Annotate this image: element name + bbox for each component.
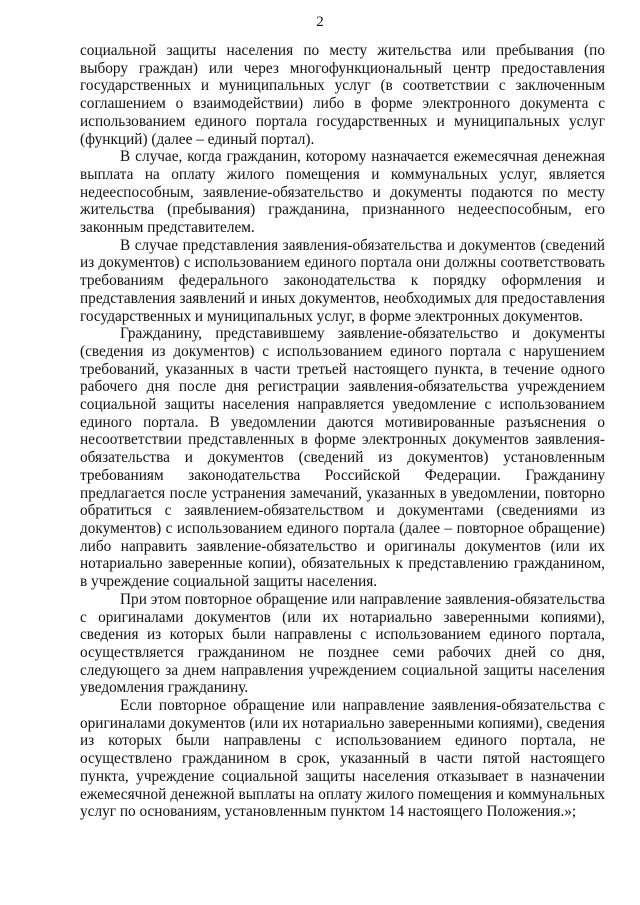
paragraph-refusal: Если повторное обращение или направление заявления-обязательства с оригиналами документов (или их нотариально заверенными копиями), сведения из которых были направлены с использованием единого портала, не осуществлено гражданином в срок, указанный в части пятой настоящего пункта, учреждение социальной защиты населения отказывает в назначении ежемесячной денежной выплаты на оплату жилого помещения и коммунальных услуг по основаниям, установленным пунктом 14 настоящего Положения.»;: [80, 697, 605, 821]
page-number: 2: [316, 14, 324, 30]
paragraph-repeat-application: При этом повторное обращение или направление заявления-обязательства с оригиналами документов (или их нотариально заверенными копиями), сведения из которых были направлены с использованием единого портала, осуществляется гражданином не позднее семи рабочих дней со дня, следующего за днем направления учреждением социальной защиты населения уведомления гражданину.: [80, 590, 605, 697]
paragraph-incapacitated-citizen: В случае, когда гражданин, которому назначается ежемесячная денежная выплата на оплату жилого помещения и коммунальных услуг, является недееспособным, заявление-обязательство и документы подаются по месту жительства (пребывания) гражданина, признанного недееспособным, его законным представителем.: [80, 148, 605, 237]
paragraph-notification: Гражданину, представившему заявление-обязательство и документы (сведения из документов) с использованием единого портала с нарушением требований, указанных в части третьей настоящего пункта, в течение одного рабочего дня после дня регистрации заявления-обязательства учреждением социальной защиты населения направляется уведомление с использованием единого портала. В уведомлении даются мотивированные разъяснения о несоответствии представленных в форме электронных документов заявления-обязательства и документов (сведений из документов) установленным требованиям законодательства Российской Федерации. Гражданину предлагается после устранения замечаний, указанных в уведомлении, повторно обратиться с заявлением-обязательством и документами (сведениями из документов) с использованием единого портала (далее – повторное обращение) либо направить заявление-обязательство и оригиналы документов (или их нотариально заверенные копии), обязательных к представлению гражданином, в учреждение социальной защиты населения.: [80, 325, 605, 591]
body-text: [80, 42, 605, 821]
paragraph-continuation: социальной защиты населения по месту жительства или пребывания (по выбору граждан) или через многофункциональный центр предоставления государственных и муниципальных услуг (в соответствии с заключенным соглашением о взаимодействии) либо в форме электронного документа с использованием единого портала государственных и муниципальных услуг (функций) (далее – единый портал).: [80, 42, 605, 148]
paragraph-portal-requirements: В случае представления заявления-обязательства и документов (сведений из документов) с использованием единого портала они должны соответствовать требованиям федерального законодательства к порядку оформления и представления заявлений и иных документов, необходимых для предоставления государственных и муниципальных услуг, в форме электронных документов.: [80, 236, 605, 325]
